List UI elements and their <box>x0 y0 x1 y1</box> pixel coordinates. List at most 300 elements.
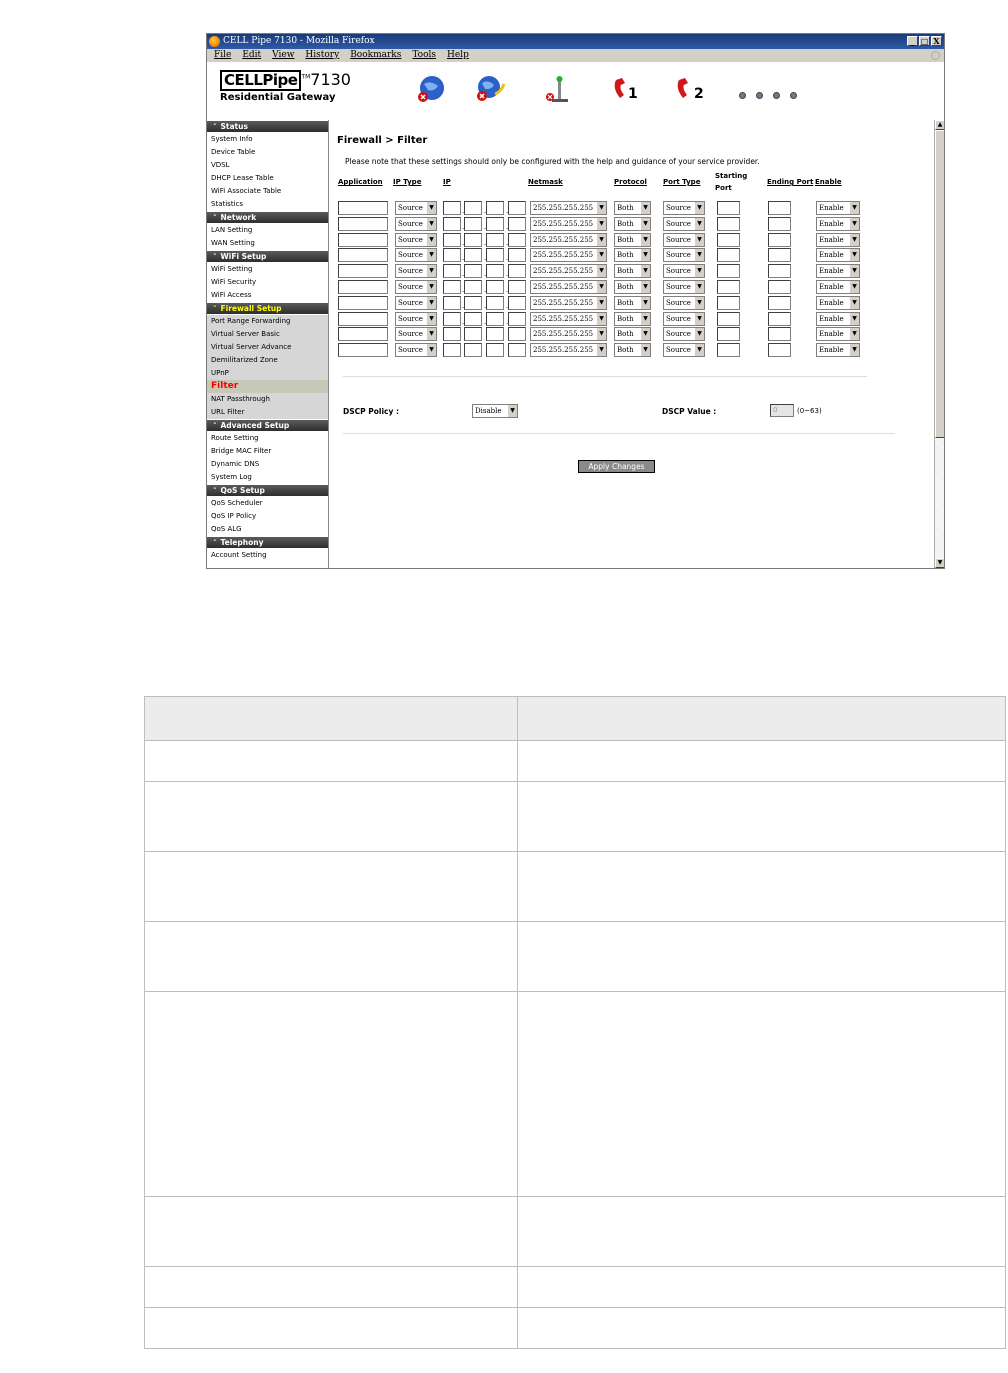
port-type-select[interactable] <box>663 264 705 278</box>
ip-octet-3-input[interactable] <box>486 264 504 278</box>
table-cell <box>145 922 518 992</box>
chevron-down-icon: ▼ <box>426 344 436 356</box>
enable-select[interactable] <box>816 296 860 310</box>
ip-octet-1-input[interactable] <box>443 280 461 294</box>
ip-octet-3-input[interactable] <box>486 280 504 294</box>
ip-octet-4-input[interactable] <box>508 233 526 247</box>
chevron-down-icon: ▼ <box>596 328 606 340</box>
ending-port-input[interactable] <box>768 201 791 215</box>
ending-port-input[interactable] <box>768 312 791 326</box>
chevron-down-icon: ▼ <box>426 234 436 246</box>
sidebar-item-wifi-associate-table[interactable]: WiFi Associate Table <box>207 185 328 198</box>
sidebar-item-dhcp-lease-table[interactable]: DHCP Lease Table <box>207 172 328 185</box>
application-input[interactable] <box>338 312 388 326</box>
protocol-select[interactable] <box>614 201 651 215</box>
netmask-select[interactable] <box>530 327 607 341</box>
sidebar-item-qos-scheduler[interactable]: QoS Scheduler <box>207 497 328 510</box>
sidebar-item-vdsl[interactable]: VDSL <box>207 159 328 172</box>
ip-octet-2-input[interactable] <box>464 264 482 278</box>
ending-port-input[interactable] <box>768 233 791 247</box>
ip-octet-2-input[interactable] <box>464 248 482 262</box>
application-input[interactable] <box>338 264 388 278</box>
enable-select[interactable] <box>816 343 860 357</box>
ip-octet-4-input[interactable] <box>508 217 526 231</box>
enable-select-value: Enable <box>819 251 844 260</box>
ip-octet-2-input[interactable] <box>464 343 482 357</box>
ip-type-select[interactable] <box>395 201 437 215</box>
chevron-down-icon: ▼ <box>849 234 859 246</box>
browser-window <box>206 33 945 569</box>
chevron-down-icon: ▼ <box>426 297 436 309</box>
ip-octet-3-input[interactable] <box>486 233 504 247</box>
chevron-down-icon: ▼ <box>426 249 436 261</box>
menu-file[interactable]: File <box>214 50 232 60</box>
menu-bar <box>207 49 944 62</box>
chevron-down-icon: ▼ <box>640 218 650 230</box>
sidebar-item-dynamic-dns[interactable]: Dynamic DNS <box>207 458 328 471</box>
application-input[interactable] <box>338 217 388 231</box>
chevron-down-icon: ▼ <box>640 265 650 277</box>
ip-separator: . <box>462 222 465 231</box>
ip-separator: . <box>462 301 465 310</box>
ending-port-input[interactable] <box>768 248 791 262</box>
sidebar-item-wifi-setting[interactable]: WiFi Setting <box>207 263 328 276</box>
protocol-select-value: Both <box>617 204 634 212</box>
starting-port-input[interactable] <box>717 280 740 294</box>
sidebar-section-status[interactable] <box>207 121 328 132</box>
ending-port-input[interactable] <box>768 296 791 310</box>
ip-separator: . <box>462 317 465 326</box>
ip-separator: . <box>462 207 465 215</box>
ip-type-select-value: Source <box>398 251 423 260</box>
protocol-select[interactable] <box>614 217 651 231</box>
logo-tm: TM <box>301 73 311 81</box>
page-content <box>207 62 944 568</box>
table-header-cell <box>518 697 1006 741</box>
minimize-button[interactable]: _ <box>907 36 918 46</box>
chevron-down-icon: ▼ <box>426 265 436 277</box>
enable-select-value: Enable <box>819 298 844 307</box>
sidebar-item-qos-ip-policy[interactable]: QoS IP Policy <box>207 510 328 523</box>
netmask-select[interactable] <box>530 280 607 294</box>
menu-help[interactable]: Help <box>447 50 469 60</box>
ip-octet-1-input[interactable] <box>443 327 461 341</box>
chevron-down-icon: ▼ <box>596 297 606 309</box>
ip-type-select[interactable] <box>395 296 437 310</box>
protocol-select-value: Both <box>617 235 634 244</box>
table-row <box>145 992 1006 1197</box>
menu-view[interactable]: View <box>272 50 295 60</box>
filter-row <box>338 327 868 341</box>
sidebar-item-port-range-forwarding[interactable]: Port Range Forwarding <box>207 315 328 328</box>
sidebar-section-advanced-setup[interactable] <box>207 420 328 431</box>
port-type-select[interactable] <box>663 327 705 341</box>
ip-octet-4-input[interactable] <box>508 280 526 294</box>
logo-model: 7130 <box>310 70 351 89</box>
port-type-select[interactable] <box>663 280 705 294</box>
ip-separator: . <box>484 270 487 279</box>
port-type-select[interactable] <box>663 201 705 215</box>
netmask-select[interactable] <box>530 312 607 326</box>
filter-row <box>338 201 868 215</box>
chevron-down-icon: ▼ <box>640 328 650 340</box>
ip-octet-3-input[interactable] <box>486 217 504 231</box>
ip-separator: . <box>484 317 487 326</box>
table-cell <box>145 782 518 852</box>
dscp-value-input[interactable]: 0 <box>770 404 794 417</box>
chevron-up-icon: ˄ <box>213 305 217 313</box>
ip-octet-3-input[interactable] <box>486 248 504 262</box>
ip-type-select[interactable] <box>395 343 437 357</box>
protocol-select[interactable] <box>614 312 651 326</box>
sidebar-nav <box>207 120 328 568</box>
netmask-select-value: 255.255.255.255 <box>533 330 594 339</box>
protocol-select[interactable] <box>614 233 651 247</box>
enable-select[interactable] <box>816 280 860 294</box>
ip-octet-1-input[interactable] <box>443 296 461 310</box>
scroll-down-icon[interactable]: ▼ <box>935 558 945 568</box>
ip-type-select-value: Source <box>398 204 423 212</box>
chevron-down-icon: ▼ <box>694 265 704 277</box>
chevron-up-icon: ˄ <box>213 422 217 430</box>
sidebar-item-bridge-mac-filter[interactable]: Bridge MAC Filter <box>207 445 328 458</box>
ip-octet-1-input[interactable] <box>443 233 461 247</box>
protocol-select[interactable] <box>614 296 651 310</box>
ip-octet-4-input[interactable] <box>508 248 526 262</box>
scroll-thumb[interactable] <box>935 130 945 438</box>
sidebar-section-label: Status <box>220 122 248 131</box>
ip-octet-2-input[interactable] <box>464 296 482 310</box>
chevron-down-icon: ▼ <box>426 328 436 340</box>
logo <box>220 70 351 103</box>
sidebar-item-route-setting[interactable]: Route Setting <box>207 432 328 445</box>
chevron-down-icon: ▼ <box>849 344 859 356</box>
ip-octet-4-input[interactable] <box>508 327 526 341</box>
table-row <box>145 1197 1006 1267</box>
sidebar-item-qos-alg[interactable]: QoS ALG <box>207 523 328 536</box>
enable-select[interactable] <box>816 327 860 341</box>
port-type-select[interactable] <box>663 312 705 326</box>
starting-port-input[interactable] <box>717 248 740 262</box>
starting-port-input[interactable] <box>717 264 740 278</box>
sidebar-section-label: Network <box>220 213 257 222</box>
starting-port-input[interactable] <box>717 312 740 326</box>
table-header-row <box>145 697 1006 741</box>
scroll-up-icon[interactable]: ▲ <box>935 120 945 130</box>
ip-type-select-value: Source <box>398 346 423 355</box>
sidebar-item-filter[interactable]: Filter <box>207 380 328 393</box>
protocol-select[interactable] <box>614 280 651 294</box>
enable-select-value: Enable <box>819 219 844 228</box>
enable-select-value: Enable <box>819 314 844 323</box>
protocol-select[interactable] <box>614 264 651 278</box>
enable-select[interactable] <box>816 248 860 262</box>
chevron-down-icon: ▼ <box>849 249 859 261</box>
ip-type-select[interactable] <box>395 312 437 326</box>
netmask-select[interactable] <box>530 248 607 262</box>
ip-octet-1-input[interactable] <box>443 248 461 262</box>
chevron-up-icon: ˄ <box>213 253 217 261</box>
ip-type-select-value: Source <box>398 235 423 244</box>
chevron-down-icon: ▼ <box>426 313 436 325</box>
ip-separator: . <box>506 238 509 247</box>
chevron-down-icon: ▼ <box>694 234 704 246</box>
enable-select[interactable] <box>816 201 860 215</box>
menu-bookmarks[interactable]: Bookmarks <box>350 50 402 60</box>
table-row <box>145 741 1006 782</box>
ip-octet-3-input[interactable] <box>486 296 504 310</box>
application-input[interactable] <box>338 201 388 215</box>
ip-octet-4-input[interactable] <box>508 296 526 310</box>
divider <box>343 376 867 377</box>
table-row <box>145 1308 1006 1349</box>
ip-octet-2-input[interactable] <box>464 217 482 231</box>
ip-octet-4-input[interactable] <box>508 264 526 278</box>
ip-octet-2-input[interactable] <box>464 201 482 215</box>
sidebar-item-virtual-server-basic[interactable]: Virtual Server Basic <box>207 328 328 341</box>
parameter-table <box>144 696 1006 1349</box>
sidebar-item-statistics[interactable]: Statistics <box>207 198 328 211</box>
port-type-select[interactable] <box>663 217 705 231</box>
port-type-select-value: Source <box>666 314 691 323</box>
filter-row <box>338 217 868 231</box>
ip-octet-4-input[interactable] <box>508 201 526 215</box>
ip-separator: . <box>506 317 509 326</box>
sidebar-item-nat-passthrough[interactable]: NAT Passthrough <box>207 393 328 406</box>
ending-port-input[interactable] <box>768 264 791 278</box>
dscp-range-hint: (0~63) <box>797 407 822 415</box>
ip-separator: . <box>484 254 487 263</box>
sidebar-item-wifi-access[interactable]: WiFi Access <box>207 289 328 302</box>
sidebar-section-label: QoS Setup <box>220 486 265 495</box>
ip-octet-3-input[interactable] <box>486 201 504 215</box>
menu-tools[interactable]: Tools <box>412 50 437 60</box>
chevron-down-icon: ▼ <box>849 313 859 325</box>
filter-row <box>338 233 868 247</box>
ip-octet-3-input[interactable] <box>486 312 504 326</box>
netmask-select-value: 255.255.255.255 <box>533 235 594 244</box>
ip-octet-4-input[interactable] <box>508 343 526 357</box>
filter-row <box>338 280 868 294</box>
protocol-select-value: Both <box>617 314 634 323</box>
sidebar-section-qos-setup[interactable] <box>207 485 328 496</box>
protocol-select-value: Both <box>617 283 634 291</box>
sidebar-item-account-setting[interactable]: Account Setting <box>207 549 328 562</box>
col-enable: Enable <box>815 178 842 186</box>
title-bar <box>207 34 944 49</box>
protocol-select[interactable] <box>614 327 651 341</box>
ip-separator: . <box>462 254 465 263</box>
ip-octet-3-input[interactable] <box>486 343 504 357</box>
app-header <box>207 62 944 118</box>
chevron-down-icon: ▼ <box>694 344 704 356</box>
netmask-select-value: 255.255.255.255 <box>533 346 594 355</box>
ending-port-input[interactable] <box>768 217 791 231</box>
port-type-select[interactable] <box>663 248 705 262</box>
port-type-select-value: Source <box>666 219 691 228</box>
wifi-antenna-icon[interactable] <box>543 74 575 104</box>
protocol-select[interactable] <box>614 343 651 357</box>
sidebar-item-wifi-security[interactable]: WiFi Security <box>207 276 328 289</box>
chevron-up-icon: ˄ <box>213 123 217 131</box>
ip-type-select[interactable] <box>395 217 437 231</box>
ip-octet-1-input[interactable] <box>443 264 461 278</box>
netmask-select[interactable] <box>530 264 607 278</box>
sidebar-section-network[interactable] <box>207 212 328 223</box>
vertical-scrollbar[interactable] <box>934 120 944 568</box>
ip-octet-2-input[interactable] <box>464 233 482 247</box>
application-input[interactable] <box>338 233 388 247</box>
ip-octet-1-input[interactable] <box>443 201 461 215</box>
sidebar-item-url-filter[interactable]: URL Filter <box>207 406 328 419</box>
table-cell <box>518 992 1006 1197</box>
ip-type-select[interactable] <box>395 264 437 278</box>
ip-octet-1-input[interactable] <box>443 312 461 326</box>
sidebar-item-upnp[interactable]: UPnP <box>207 367 328 380</box>
ip-separator: . <box>462 270 465 279</box>
phone-line-2-label: 2 <box>694 86 704 102</box>
enable-select-value: Enable <box>819 346 844 355</box>
table-body <box>145 741 1006 1349</box>
network-globe-icon[interactable] <box>475 74 507 104</box>
netmask-select[interactable] <box>530 217 607 231</box>
ip-type-select[interactable] <box>395 248 437 262</box>
sidebar-item-system-log[interactable]: System Log <box>207 471 328 484</box>
port-type-select-value: Source <box>666 283 691 291</box>
netmask-select-value: 255.255.255.255 <box>533 251 594 260</box>
sidebar-item-wan-setting[interactable]: WAN Setting <box>207 237 328 250</box>
page-title: Firewall > Filter <box>337 135 428 146</box>
status-led <box>790 92 797 99</box>
port-type-select-value: Source <box>666 235 691 244</box>
netmask-select[interactable] <box>530 343 607 357</box>
port-type-select[interactable] <box>663 296 705 310</box>
enable-select[interactable] <box>816 217 860 231</box>
application-input[interactable] <box>338 327 388 341</box>
ip-type-select[interactable] <box>395 327 437 341</box>
application-input[interactable] <box>338 280 388 294</box>
protocol-select-value: Both <box>617 267 634 276</box>
protocol-select-value: Both <box>617 330 634 339</box>
chevron-down-icon: ▼ <box>640 249 650 261</box>
ip-octet-3-input[interactable] <box>486 327 504 341</box>
starting-port-input[interactable] <box>717 343 740 357</box>
enable-select-value: Enable <box>819 235 844 244</box>
table-row <box>145 852 1006 922</box>
sidebar-section-label: Advanced Setup <box>220 421 290 430</box>
filter-row <box>338 264 868 278</box>
close-button[interactable]: X <box>931 36 942 46</box>
sidebar-item-virtual-server-advance[interactable]: Virtual Server Advance <box>207 341 328 354</box>
chevron-down-icon: ▼ <box>596 265 606 277</box>
firefox-icon <box>209 36 220 47</box>
ip-octet-2-input[interactable] <box>464 327 482 341</box>
table-cell <box>518 852 1006 922</box>
starting-port-input[interactable] <box>717 201 740 215</box>
ip-separator: . <box>484 238 487 247</box>
starting-port-input[interactable] <box>717 217 740 231</box>
status-led <box>756 92 763 99</box>
netmask-select[interactable] <box>530 233 607 247</box>
enable-select[interactable] <box>816 312 860 326</box>
port-type-select[interactable] <box>663 343 705 357</box>
ip-type-select[interactable] <box>395 280 437 294</box>
ip-octet-1-input[interactable] <box>443 217 461 231</box>
table-cell <box>145 1308 518 1349</box>
sidebar-section-wifi-setup[interactable] <box>207 251 328 262</box>
dscp-policy-value: Disable <box>475 407 502 415</box>
ip-octet-4-input[interactable] <box>508 312 526 326</box>
netmask-select-value: 255.255.255.255 <box>533 298 594 307</box>
ip-octet-2-input[interactable] <box>464 312 482 326</box>
sidebar-section-telephony[interactable] <box>207 537 328 548</box>
sidebar-item-demilitarized-zone[interactable]: Demilitarized Zone <box>207 354 328 367</box>
protocol-select[interactable] <box>614 248 651 262</box>
ending-port-input[interactable] <box>768 280 791 294</box>
netmask-select-value: 255.255.255.255 <box>533 204 594 212</box>
netmask-select[interactable] <box>530 296 607 310</box>
apply-changes-button[interactable]: Apply Changes <box>578 460 655 473</box>
internet-globe-icon[interactable] <box>415 74 447 104</box>
starting-port-input[interactable] <box>717 327 740 341</box>
ip-type-select[interactable] <box>395 233 437 247</box>
ip-octet-2-input[interactable] <box>464 280 482 294</box>
sidebar-item-system-info[interactable]: System Info <box>207 133 328 146</box>
application-input[interactable] <box>338 248 388 262</box>
ending-port-input[interactable] <box>768 327 791 341</box>
netmask-select-value: 255.255.255.255 <box>533 314 594 323</box>
menu-history[interactable]: History <box>305 50 340 60</box>
chevron-down-icon: ▼ <box>596 249 606 261</box>
col-application: Application <box>338 178 383 186</box>
ip-separator: . <box>484 286 487 294</box>
dscp-value-label: DSCP Value : <box>662 407 717 416</box>
col-netmask: Netmask <box>528 178 563 186</box>
sidebar-item-lan-setting[interactable]: LAN Setting <box>207 224 328 237</box>
starting-port-input[interactable] <box>717 296 740 310</box>
sidebar-item-device-table[interactable]: Device Table <box>207 146 328 159</box>
phone-line-1-label: 1 <box>628 86 638 102</box>
chevron-down-icon: ▼ <box>849 265 859 277</box>
menu-edit[interactable]: Edit <box>242 50 262 60</box>
ip-separator: . <box>484 207 487 215</box>
enable-select[interactable] <box>816 233 860 247</box>
chevron-down-icon: ▼ <box>507 405 517 417</box>
sidebar-section-firewall-setup[interactable] <box>207 303 328 314</box>
application-input[interactable] <box>338 296 388 310</box>
table-row <box>145 782 1006 852</box>
enable-select[interactable] <box>816 264 860 278</box>
chevron-down-icon: ▼ <box>596 313 606 325</box>
chevron-down-icon: ▼ <box>694 202 704 214</box>
maximize-button[interactable]: □ <box>920 36 929 46</box>
chevron-down-icon: ▼ <box>640 202 650 214</box>
chevron-down-icon: ▼ <box>694 313 704 325</box>
port-type-select-value: Source <box>666 346 691 355</box>
netmask-select-value: 255.255.255.255 <box>533 219 594 228</box>
netmask-select[interactable] <box>530 201 607 215</box>
application-input[interactable] <box>338 343 388 357</box>
status-led <box>739 92 746 99</box>
protocol-select-value: Both <box>617 251 634 260</box>
starting-port-input[interactable] <box>717 233 740 247</box>
ip-octet-1-input[interactable] <box>443 343 461 357</box>
chevron-down-icon: ▼ <box>426 202 436 214</box>
ending-port-input[interactable] <box>768 343 791 357</box>
port-type-select[interactable] <box>663 233 705 247</box>
table-header-cell <box>145 697 518 741</box>
dscp-policy-select[interactable] <box>472 404 518 418</box>
